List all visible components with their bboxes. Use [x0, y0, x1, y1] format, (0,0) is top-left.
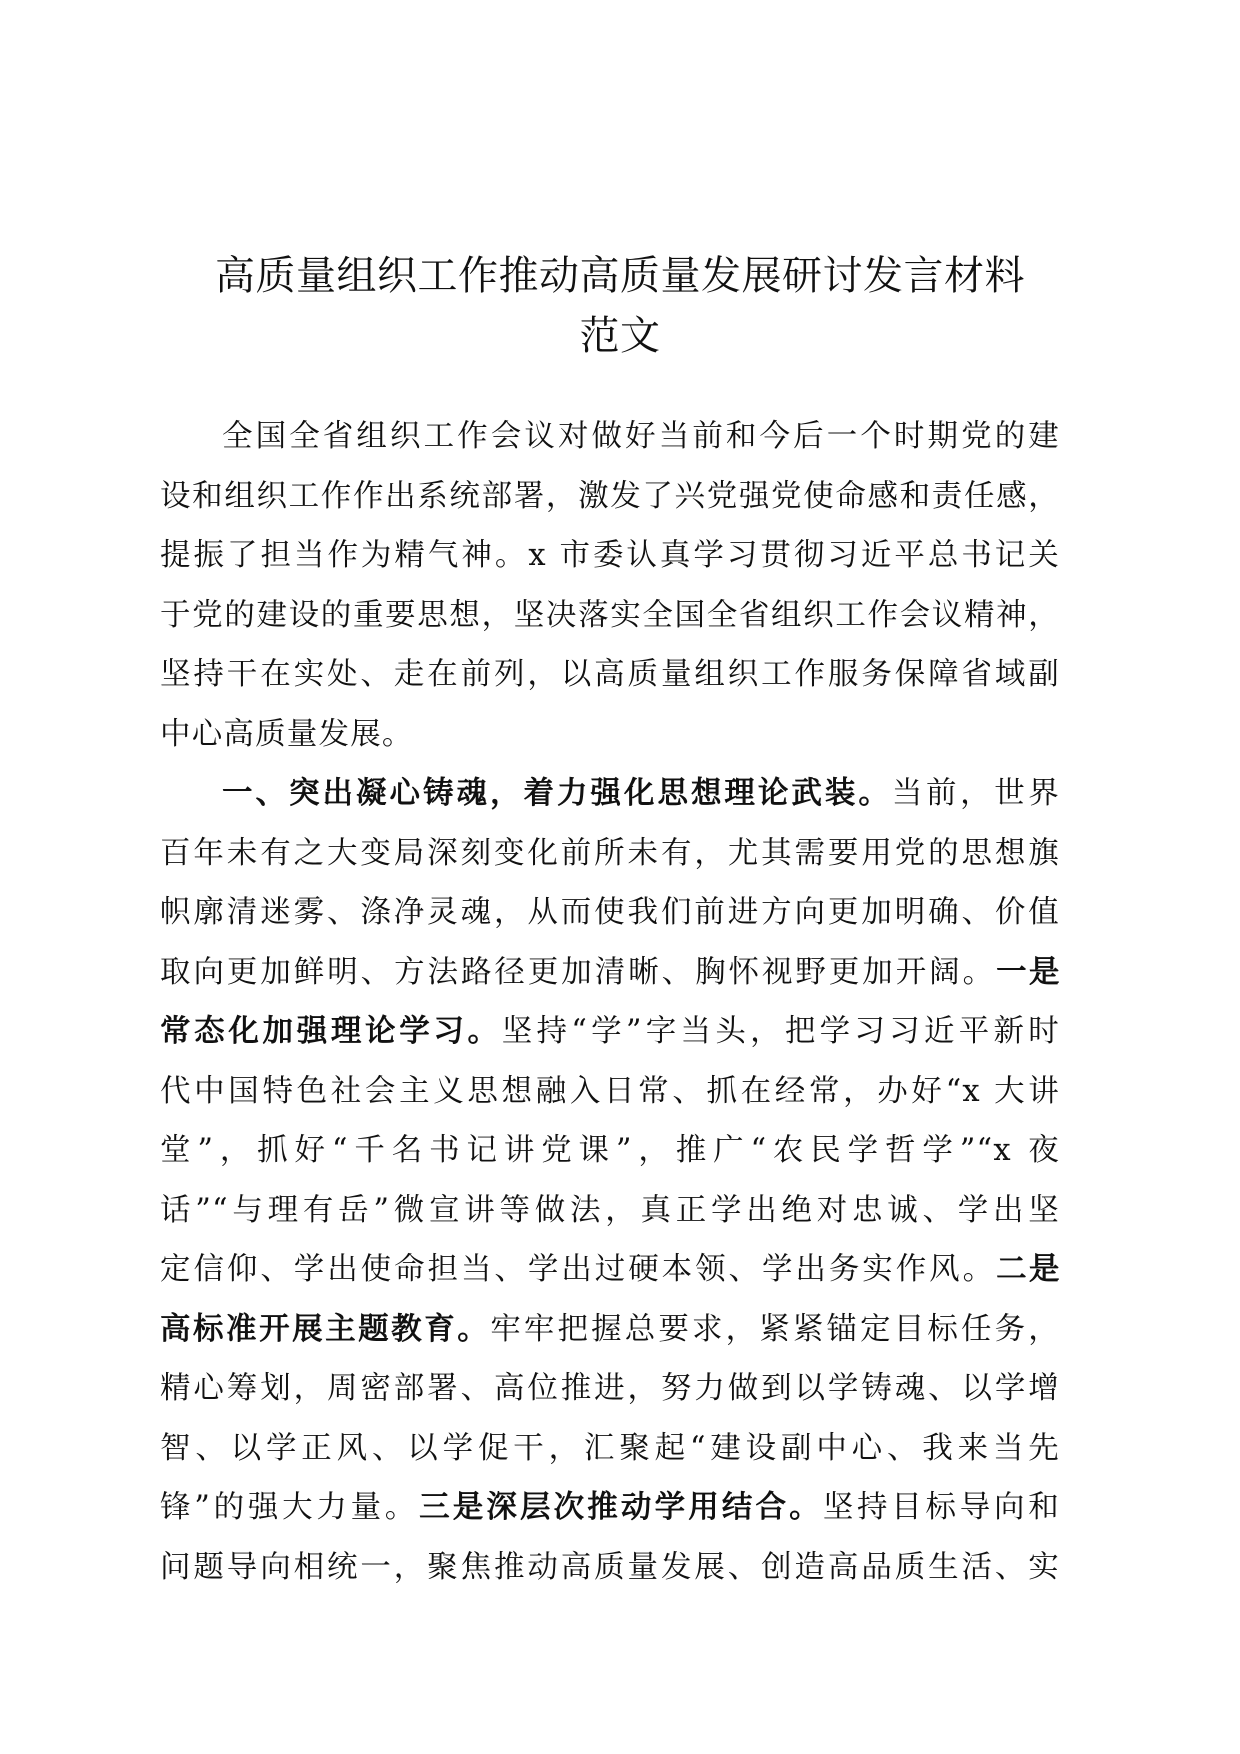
- text-line: 智、以学正风、以学促干，汇聚起“建设副中心、我来当先: [160, 1430, 1060, 1466]
- text-line: 话”“与理有岳”微宣讲等做法，真正学出绝对忠诚、学出坚: [160, 1192, 1060, 1228]
- title-line-1: 高质量组织工作推动高质量发展研讨发言材料: [215, 253, 1025, 299]
- point-label: 一是: [996, 954, 1061, 990]
- text-line: 堂”，抓好“千名书记讲党课”，推广“农民学哲学”“x 夜: [160, 1133, 1060, 1168]
- text-line: 定信仰、学出使命担当、学出过硬本领、学出务实作风。二是: [160, 1252, 1061, 1287]
- document-title: [150, 246, 1090, 366]
- text-line: 设和组织工作作出系统部署，激发了兴党强党使命感和责任感，: [160, 478, 1060, 514]
- section-heading: 一、突出凝心铸魂，着力强化思想理论武装。: [222, 776, 892, 811]
- text-line: 提振了担当作为精气神。x 市委认真学习贯彻习近平总书记关: [160, 538, 1060, 573]
- text-line: 帜廓清迷雾、涤净灵魂，从而使我们前进方向更加明确、价值: [160, 895, 1060, 930]
- text-line: 坚持干在实处、走在前列，以高质量组织工作服务保障省域副: [160, 657, 1060, 692]
- title-line-2: 范文: [579, 313, 661, 359]
- text-line: 高标准开展主题教育。牢牢把握总要求，紧紧锚定目标任务，: [160, 1311, 1061, 1347]
- point-heading: 高标准开展主题教育。: [160, 1311, 491, 1347]
- point-label: 二是: [996, 1252, 1061, 1287]
- text-line: 百年未有之大变局深刻变化前所未有，尤其需要用党的思想旗: [160, 835, 1060, 871]
- text-line: 常态化加强理论学习。坚持“学”字当头，把学习习近平新时: [160, 1014, 1060, 1049]
- text-line: 全国全省组织工作会议对做好当前和今后一个时期党的建: [222, 419, 1060, 454]
- text-line: 代中国特色社会主义思想融入日常、抓在经常，办好“x 大讲: [160, 1073, 1060, 1109]
- text-line: 精心筹划，周密部署、高位推进，努力做到以学铸魂、以学增: [160, 1371, 1060, 1406]
- point-heading: 常态化加强理论学习。: [160, 1014, 502, 1049]
- text-line: 锋”的强大力量。三是深层次推动学用结合。坚持目标导向和: [160, 1490, 1060, 1525]
- text-line: 问题导向相统一，聚焦推动高质量发展、创造高品质生活、实: [160, 1549, 1060, 1585]
- text-line: 取向更加鲜明、方法路径更加清晰、胸怀视野更加开阔。一是: [160, 954, 1061, 990]
- document-body: [160, 407, 1060, 1597]
- text-line: 于党的建设的重要思想，坚决落实全国全省组织工作会议精神，: [160, 597, 1060, 633]
- text-line: 一、突出凝心铸魂，着力强化思想理论武装。当前，世界: [222, 776, 1061, 811]
- text-line: 中心高质量发展。: [160, 716, 414, 752]
- point-heading: 三是深层次推动学用结合。: [419, 1490, 823, 1525]
